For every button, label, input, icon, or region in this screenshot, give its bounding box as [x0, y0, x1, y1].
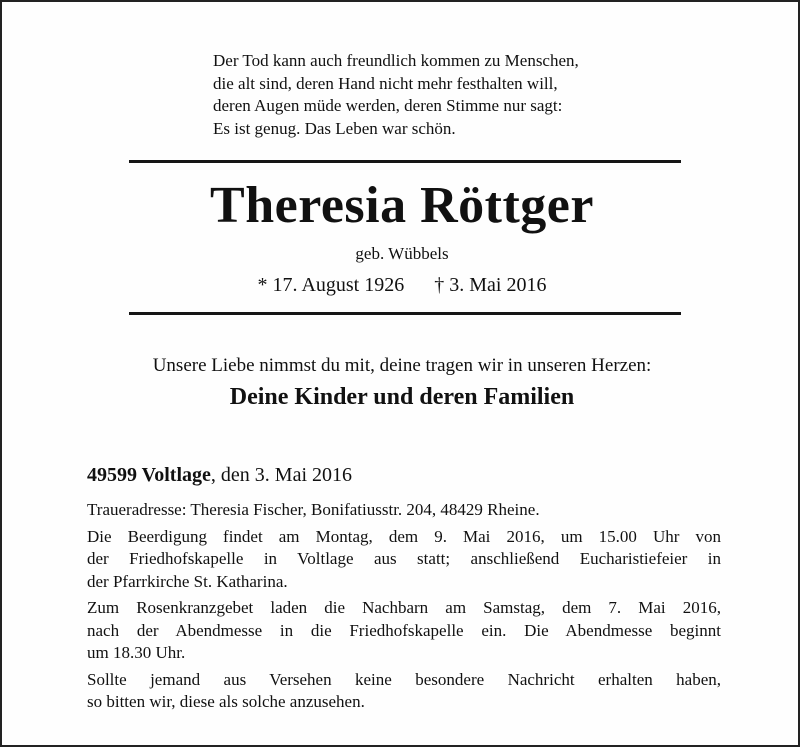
notice-line: so bitten wir, diese als solche anzusehen.	[87, 692, 365, 711]
poem-line: Es ist genug. Das Leben war schön.	[213, 118, 456, 138]
rosary-info	[87, 597, 721, 665]
divider-bottom	[129, 312, 681, 315]
place-name: 49599 Voltlage	[87, 464, 211, 486]
notice-info	[87, 669, 721, 714]
deceased-name: Theresia Röttger	[210, 177, 594, 234]
funeral-info	[87, 526, 721, 594]
notice-line: Sollte jemand aus Versehen keine besondere Nachricht erhalten haben,	[87, 669, 721, 689]
place-date	[87, 462, 352, 488]
divider-top	[129, 160, 681, 163]
death-date: † 3. Mai 2016	[434, 274, 547, 296]
born-name: geb. Wübbels	[355, 244, 449, 263]
rosary-line: Zum Rosenkranzgebet laden die Nachbarn am Samstag, dem 7. Mai 2016,	[87, 598, 721, 617]
funeral-line: der Pfarrkirche St. Katharina.	[87, 571, 288, 591]
poem-line: Der Tod kann auch freundlich kommen zu Menschen,	[213, 51, 579, 70]
poem	[213, 50, 579, 140]
life-dates	[2, 272, 800, 298]
notice-details	[87, 499, 721, 718]
mourning-address: Traueradresse: Theresia Fischer, Bonifatiusstr. 204, 48429 Rheine.	[87, 500, 540, 519]
dedication-line: Unsere Liebe nimmst du mit, deine tragen wir in unseren Herzen:	[152, 355, 652, 376]
funeral-line: der Friedhofskapelle in Voltlage aus statt; anschließend Eucharistiefeier in	[87, 549, 721, 568]
rosary-line: um 18.30 Uhr.	[87, 643, 186, 662]
poem-line: deren Augen müde werden, deren Stimme nur sagt:	[213, 96, 563, 115]
mourners-signature: Deine Kinder und deren Familien	[229, 384, 575, 410]
rosary-line: nach der Abendmesse in die Friedhofskapelle ein. Die Abendmesse beginnt	[87, 620, 721, 640]
funeral-line: Die Beerdigung findet am Montag, dem 9. Mai 2016, um 15.00 Uhr von	[87, 526, 721, 546]
birth-date: * 17. August 1926	[257, 274, 405, 296]
poem-line: die alt sind, deren Hand nicht mehr festhalten will,	[213, 73, 558, 93]
notice-date: , den 3. Mai 2016	[210, 464, 352, 486]
